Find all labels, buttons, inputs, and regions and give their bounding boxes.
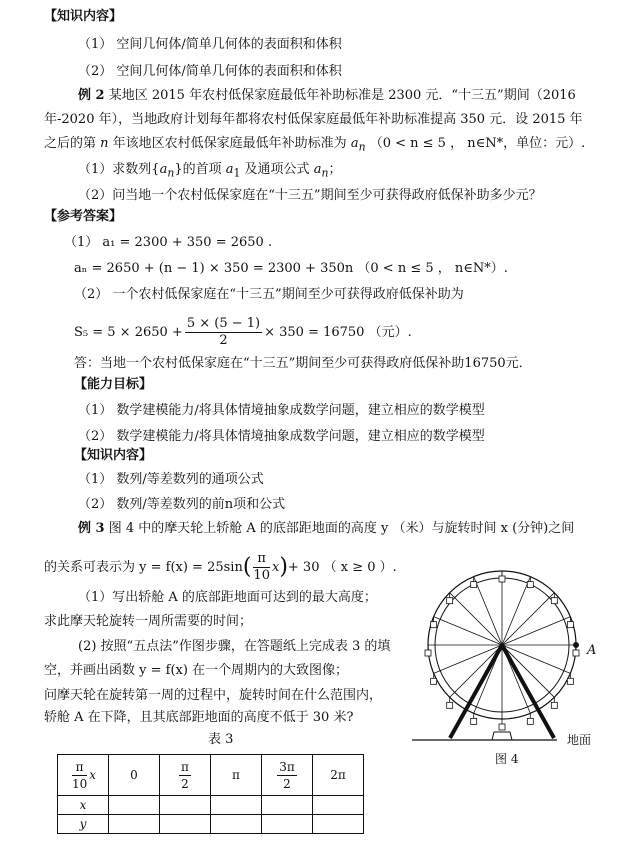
- example-3-question-1: （1）写出轿舱 A 的底部距地面可达到的最大高度；: [78, 590, 377, 605]
- table-header-cell: 2π: [313, 755, 364, 796]
- table-header-cell: $\frac{\pi}{10}$ x: [58, 755, 109, 796]
- table-cell: [109, 796, 160, 815]
- gondola: [425, 650, 431, 656]
- knowledge-title-2: 【知识内容】: [74, 448, 153, 463]
- example-2-label: 例 2: [78, 88, 105, 103]
- ex3-formula-x: x: [271, 560, 280, 575]
- spoke: [502, 593, 554, 645]
- gondola: [573, 650, 579, 656]
- table-cell: [109, 815, 160, 834]
- knowledge-item-1: （1） 空间几何体/简单几何体的表面积和体积: [78, 37, 342, 52]
- row-label-x: x: [79, 798, 87, 812]
- knowledge-item-4: （2） 数列/等差数列的前n项和公式: [78, 497, 286, 512]
- table-header-cell: π: [211, 755, 262, 796]
- ex3-fraction: [253, 551, 270, 584]
- table-header-cell: $\frac{\pi}{2}$: [160, 755, 211, 796]
- reference-answer-title: 【参考答案】: [44, 209, 123, 224]
- gondola: [431, 678, 437, 684]
- example-2-line-2: 年-2020 年），当地政府计划每年都将农村低保家庭最低年补助标准提高 350 元．设 2015 年: [44, 112, 583, 127]
- example-3-line-2: 的关系可表示为 y = f(x) = 25sin( $\frac{\pi}{10}$ x)+ 30 （ x ≥ 0 ）.: [44, 551, 397, 583]
- example-2-text-3c: （0 < n ≤ 5 ， n∈N*，单位：元）.: [369, 136, 586, 151]
- gondola: [471, 718, 477, 724]
- answer-2-sum: [74, 316, 412, 349]
- point-a: [574, 643, 579, 648]
- example-3-line-1: [78, 519, 574, 539]
- gondola: [447, 702, 453, 708]
- gondola: [527, 718, 533, 724]
- table-3-caption: 表 3: [208, 732, 234, 747]
- example-2-line-3: 之后的第 n 年该地区农村低保家庭最低年补助标准为 $a_n$ （0 < n ≤ 5 ， n∈N*，单位：元）.: [44, 136, 586, 154]
- example-2-text-3b: 年该地区农村低保家庭最低年补助标准为: [112, 136, 347, 151]
- sum-text-b: × 350 = 16750 （元）.: [264, 325, 412, 340]
- ability-item-2: （2） 数学建模能力/将具体情境抽象成数学问题，建立相应的数学模型: [78, 429, 485, 444]
- gondola: [567, 622, 573, 628]
- knowledge-title-1: 【知识内容】: [44, 9, 123, 24]
- platform: [492, 732, 512, 740]
- q1-text-a: （1）求数列: [78, 162, 152, 177]
- table-cell: [211, 796, 262, 815]
- gondola: [431, 622, 437, 628]
- example-3-label: 例 3: [78, 521, 105, 536]
- table-header-cell: 0: [109, 755, 160, 796]
- table-header-cell: $\frac{3\pi}{2}$: [262, 755, 313, 796]
- gondola: [551, 598, 557, 604]
- sum-fraction: [185, 316, 262, 349]
- gondola: [567, 678, 573, 684]
- answer-2: （2） 一个农村低保家庭在“十三五”期间至少可获得政府低保补助为: [74, 287, 464, 302]
- knowledge-item-3: （1） 数列/等差数列的通项公式: [78, 472, 264, 487]
- answer-1-general-term: aₙ = 2650 + (n − 1) × 350 = 2300 + 350n （0 < n ≤ 5 ， n∈N*）.: [74, 261, 508, 276]
- ex3-fraction-num: π: [253, 551, 270, 568]
- example-3-question-2: (2) 按照“五点法”作图步骤，在答题纸上完成表 3 的填: [78, 639, 391, 654]
- example-3-question-2b: 空，并画出函数 y = f(x) 在一个周期内的大致图像；: [44, 663, 349, 678]
- table-cell: [160, 815, 211, 834]
- table-row-label: [58, 815, 109, 834]
- gondola: [527, 582, 533, 588]
- gondola: [499, 724, 505, 730]
- sum-fraction-den: 2: [219, 333, 228, 348]
- ex3-fraction-den: 10: [253, 568, 270, 583]
- ability-title: 【能力目标】: [74, 377, 153, 392]
- table-cell: [262, 815, 313, 834]
- example-2-line-1: [78, 86, 576, 106]
- answer-2-conclusion: 答：当地一个农村低保家庭在“十三五”期间至少可获得政府低保补助16750元．: [74, 356, 532, 371]
- example-3-text-1: 图 4 中的摩天轮上轿舱 A 的底部距地面的高度 y （米）与旋转时间 x (分钟)之间: [108, 521, 575, 536]
- example-2-question-1: （1）求数列$\{a_n\}$的首项 $a_1$ 及通项公式 $a_n$；: [78, 162, 342, 180]
- gondola: [499, 576, 505, 582]
- gondola: [471, 582, 477, 588]
- example-3-question-3b: 轿舱 A 在下降，且其底部距地面的高度不低于 30 米?: [44, 710, 354, 725]
- knowledge-item-2: （2） 空间几何体/简单几何体的表面积和体积: [78, 64, 342, 79]
- example-2-text-3a: 之后的第: [44, 136, 101, 151]
- ex3-formula-a: 的关系可表示为 y = f(x) = 25sin: [44, 560, 243, 575]
- q1-text-b: 的首项: [182, 162, 222, 177]
- example-3-question-1b: 求此摩天轮旋转一周所需要的时间；: [44, 614, 253, 629]
- ability-item-1: （1） 数学建模能力/将具体情境抽象成数学问题，建立相应的数学模型: [78, 403, 485, 418]
- sum-text-a: S₅ = 5 × 2650 +: [74, 325, 183, 340]
- answer-1: （1） a₁ = 2300 + 350 = 2650 .: [64, 235, 273, 250]
- spoke: [450, 593, 502, 645]
- point-a-label: A: [587, 643, 597, 658]
- example-3-question-3: 问摩天轮在旋转第一周的过程中，旋转时间在什么范围内，: [44, 688, 383, 703]
- ferris-wheel-figure: [407, 555, 619, 765]
- gondola: [551, 702, 557, 708]
- table-cell: [313, 815, 364, 834]
- table-row-label: [58, 796, 109, 815]
- row-label-y: y: [79, 817, 87, 831]
- table-cell: [160, 796, 211, 815]
- ex3-formula-c: + 30 （ x ≥ 0 ）.: [287, 560, 397, 575]
- example-2-text-1: 某地区 2015 年农村低保家庭最低年补助标准是 2300 元．“十三五”期间（2016: [108, 88, 576, 103]
- ground-label: 地面: [567, 733, 592, 747]
- table-3: [57, 754, 364, 834]
- table-cell: [211, 815, 262, 834]
- figure-4-caption: 图 4: [495, 752, 519, 765]
- table-cell: [262, 796, 313, 815]
- q1-text-c: 及通项公式: [244, 162, 310, 177]
- gondola: [447, 598, 453, 604]
- example-2-question-2: （2）问当地一个农村低保家庭在“十三五”期间至少可获得政府低保补助多少元？: [78, 188, 542, 203]
- table-cell: [313, 796, 364, 815]
- sum-fraction-num: 5 × (5 − 1): [186, 316, 261, 331]
